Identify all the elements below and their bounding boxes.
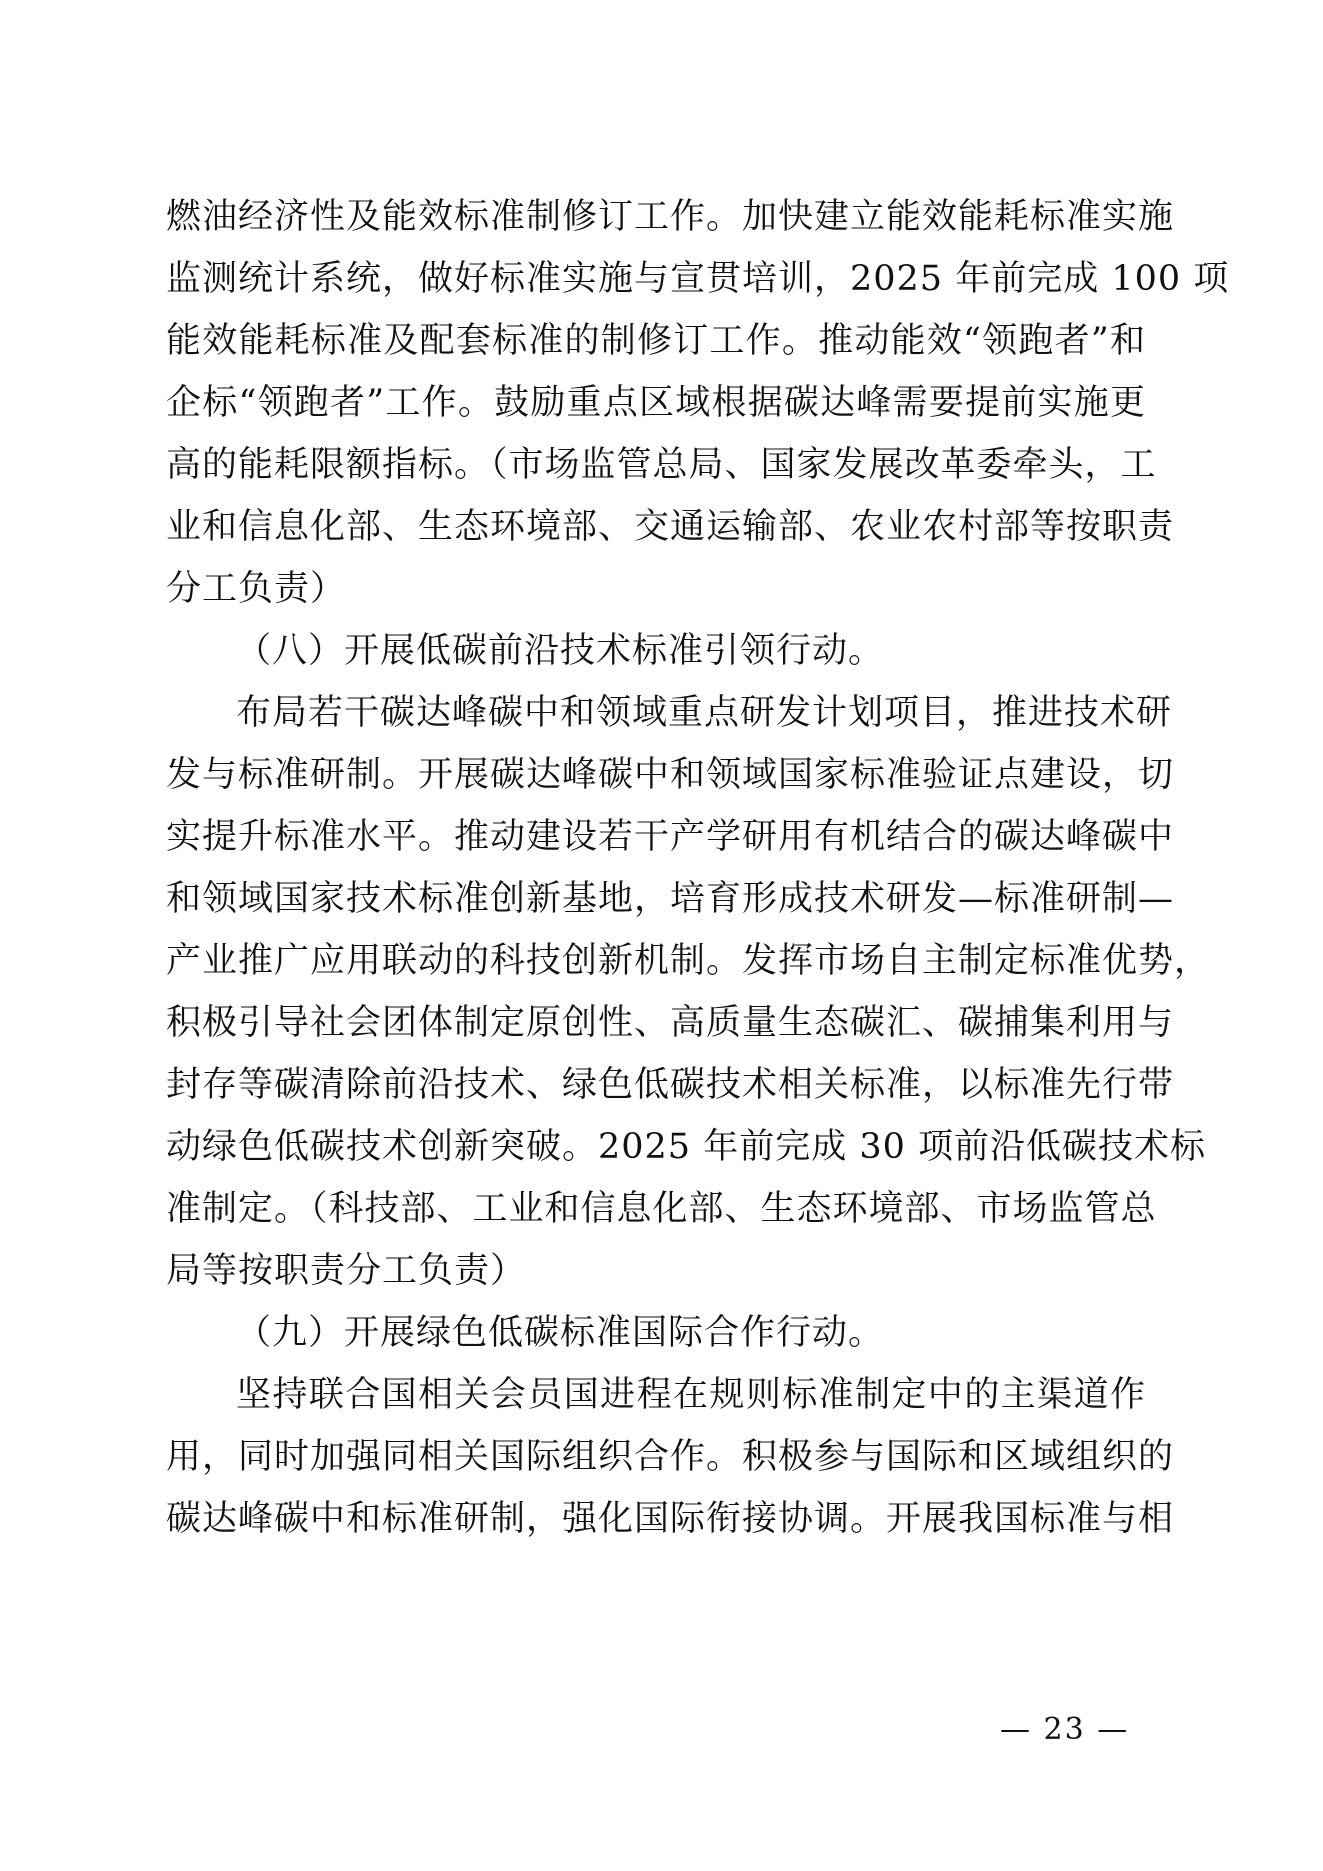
paragraph-line: 局等按职责分工负责） <box>166 1251 527 1291</box>
section-heading: （九）开展绿色低碳标准国际合作行动。 <box>236 1313 885 1353</box>
paragraph-line: 动绿色低碳技术创新突破。2025 年前完成 30 项前沿低碳技术标 <box>166 1127 1206 1167</box>
paragraph-line: 企标“领跑者”工作。鼓励重点区域根据碳达峰需要提前实施更 <box>166 383 1146 423</box>
paragraph-line: 封存等碳清除前沿技术、绿色低碳技术相关标准，以标准先行带 <box>166 1065 1175 1105</box>
paragraph-line: 分工负责） <box>166 569 347 609</box>
paragraph-line: 准制定。（科技部、工业和信息化部、生态环境部、市场监管总 <box>166 1189 1157 1229</box>
paragraph-line: 业和信息化部、生态环境部、交通运输部、农业农村部等按职责 <box>166 507 1175 547</box>
paragraph-line: 发与标准研制。开展碳达峰碳中和领域国家标准验证点建设，切 <box>166 755 1175 795</box>
paragraph-line: 碳达峰碳中和标准研制，强化国际衔接协调。开展我国标准与相 <box>166 1499 1175 1539</box>
paragraph-line: 坚持联合国相关会员国进程在规则标准制定中的主渠道作 <box>236 1375 1146 1415</box>
paragraph-line: 实提升标准水平。推动建设若干产学研用有机结合的碳达峰碳中 <box>166 817 1175 857</box>
paragraph-line: 监测统计系统，做好标准实施与宣贯培训，2025 年前完成 100 项 <box>166 259 1230 299</box>
paragraph-line: 燃油经济性及能效标准制修订工作。加快建立能效能耗标准实施 <box>166 197 1175 237</box>
paragraph-line: 和领域国家技术标准创新基地，培育形成技术研发—标准研制— <box>166 879 1175 919</box>
paragraph-line: 能效能耗标准及配套标准的制修订工作。推动能效“领跑者”和 <box>166 321 1146 361</box>
paragraph-line: 高的能耗限额指标。（市场监管总局、国家发展改革委牵头，工 <box>166 445 1157 485</box>
paragraph-line: 积极引导社会团体制定原创性、高质量生态碳汇、碳捕集利用与 <box>166 1003 1175 1043</box>
section-heading: （八）开展低碳前沿技术标准引领行动。 <box>236 631 885 671</box>
page-number: — 23 — <box>1000 1712 1130 1747</box>
paragraph-line: 用，同时加强同相关国际组织合作。积极参与国际和区域组织的 <box>166 1437 1175 1477</box>
paragraph-line: 产业推广应用联动的科技创新机制。发挥市场自主制定标准优势， <box>166 941 1211 981</box>
paragraph-line: 布局若干碳达峰碳中和领域重点研发计划项目，推进技术研 <box>236 693 1173 733</box>
